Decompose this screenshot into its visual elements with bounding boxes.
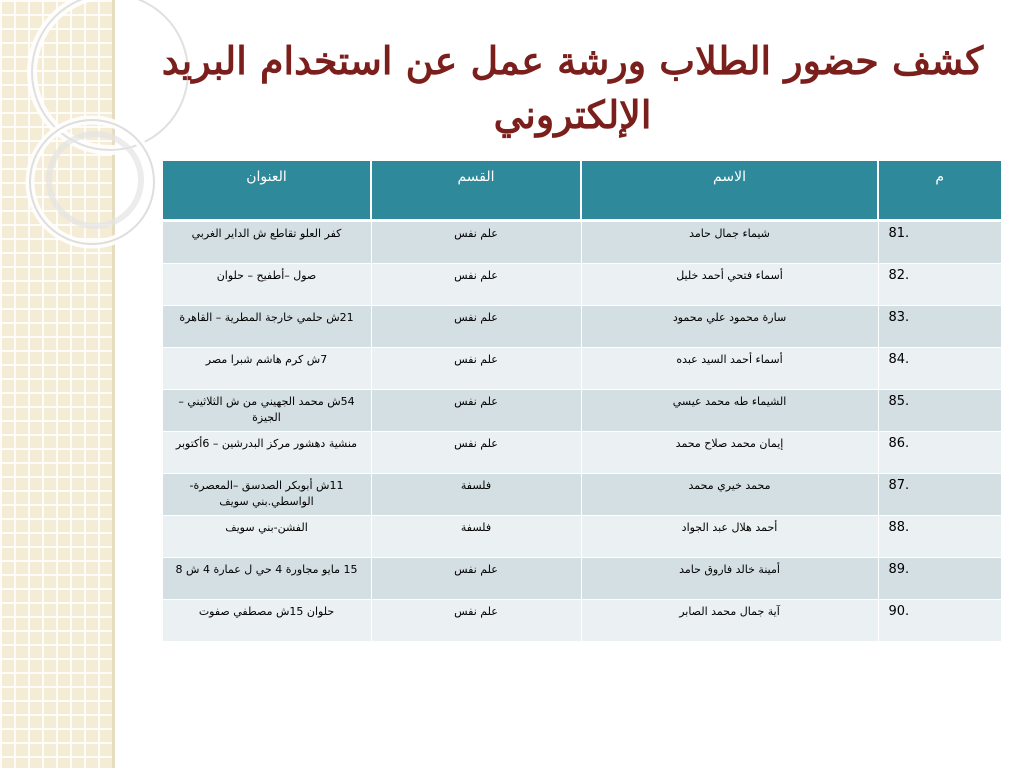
table-header-row: [162, 161, 1001, 221]
department-cell: علم نفس: [371, 264, 581, 306]
row-number-cell: .89: [878, 558, 1001, 600]
attendance-table: [161, 160, 1002, 642]
header-name: الاسم: [581, 161, 878, 221]
address-cell: كفر العلو تقاطع ش الداير الغربي: [162, 221, 371, 264]
address-cell: 21ش حلمي خارجة المطرية – القاهرة: [162, 306, 371, 348]
row-number-cell: .87: [878, 474, 1001, 516]
department-cell: علم نفس: [371, 558, 581, 600]
address-cell: الفشن-بني سويف: [162, 516, 371, 558]
student-name-cell: آية جمال محمد الصابر: [581, 600, 878, 642]
student-name-cell: إيمان محمد صلاح محمد: [581, 432, 878, 474]
address-cell: حلوان 15ش مصطفي صفوت: [162, 600, 371, 642]
row-number-cell: .88: [878, 516, 1001, 558]
table-row: [162, 558, 1001, 600]
row-number-cell: .82: [878, 264, 1001, 306]
table-row: [162, 221, 1001, 264]
department-cell: علم نفس: [371, 432, 581, 474]
row-number-cell: .84: [878, 348, 1001, 390]
table-row: [162, 600, 1001, 642]
department-cell: علم نفس: [371, 348, 581, 390]
student-name-cell: أسماء فتحي أحمد خليل: [581, 264, 878, 306]
address-cell: 11ش أبوبكر الصدسق –المعصرة-الواسطي.بني سويف: [162, 474, 371, 516]
address-cell: منشية دهشور مركز البدرشين – 6أكتوبر: [162, 432, 371, 474]
header-department: القسم: [371, 161, 581, 221]
row-number-cell: .86: [878, 432, 1001, 474]
department-cell: فلسفة: [371, 474, 581, 516]
table-row: [162, 306, 1001, 348]
student-name-cell: أحمد هلال عبد الجواد: [581, 516, 878, 558]
table-row: [162, 264, 1001, 306]
table-row: [162, 348, 1001, 390]
department-cell: علم نفس: [371, 600, 581, 642]
table-row: [162, 432, 1001, 474]
row-number-cell: .81: [878, 221, 1001, 264]
address-cell: صول –أطفيح – حلوان: [162, 264, 371, 306]
table-row: [162, 390, 1001, 432]
slide-title: كشف حضور الطلاب ورشة عمل عن استخدام البريد الإلكتروني: [161, 38, 984, 137]
student-name-cell: أسماء أحمد السيد عبده: [581, 348, 878, 390]
address-cell: 54ش محمد الجهيني من ش الثلاثيني –الجيزة: [162, 390, 371, 432]
table-row: [162, 474, 1001, 516]
attendance-table-body: [162, 221, 1001, 642]
address-cell: 7ش كرم هاشم شبرا مصر: [162, 348, 371, 390]
department-cell: علم نفس: [371, 306, 581, 348]
department-cell: علم نفس: [371, 221, 581, 264]
student-name-cell: محمد خيري محمد: [581, 474, 878, 516]
row-number-cell: .85: [878, 390, 1001, 432]
department-cell: فلسفة: [371, 516, 581, 558]
student-name-cell: الشيماء طه محمد عيسي: [581, 390, 878, 432]
row-number-cell: .83: [878, 306, 1001, 348]
student-name-cell: أمينة خالد فاروق حامد: [581, 558, 878, 600]
header-number: م: [878, 161, 1001, 221]
header-address: العنوان: [162, 161, 371, 221]
row-number-cell: .90: [878, 600, 1001, 642]
student-name-cell: سارة محمود علي محمود: [581, 306, 878, 348]
address-cell: 15 مايو مجاورة 4 حي ل عمارة 4 ش 8: [162, 558, 371, 600]
table-row: [162, 516, 1001, 558]
department-cell: علم نفس: [371, 390, 581, 432]
student-name-cell: شيماء جمال حامد: [581, 221, 878, 264]
